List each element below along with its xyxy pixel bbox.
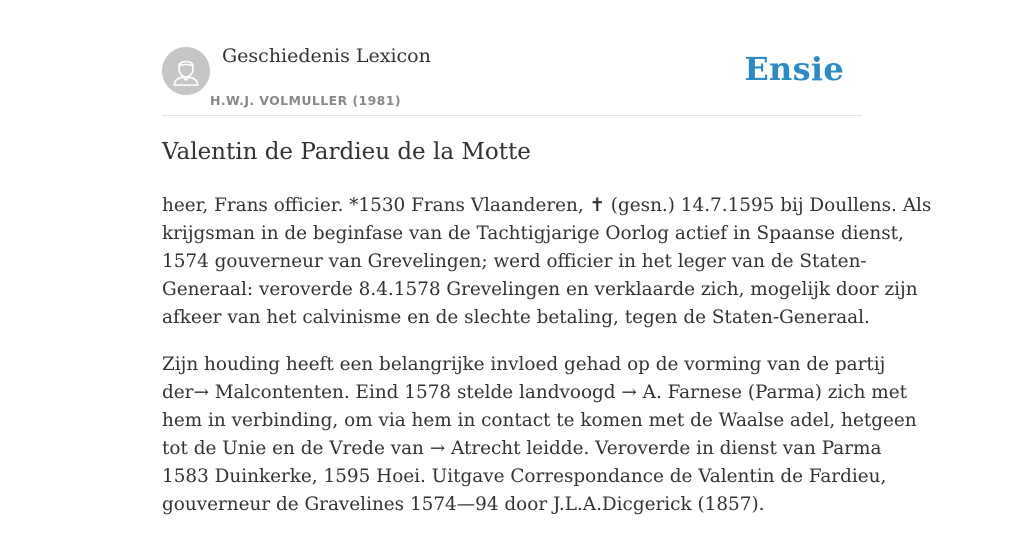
ensie-logo[interactable]: Ensie bbox=[744, 50, 844, 88]
text-line: hem in verbinding, om via hem in contact te komen met de Waalse adel, hetgeen bbox=[162, 410, 917, 431]
article-title: Valentin de Pardieu de la Motte bbox=[162, 139, 531, 165]
text-line: Zijn houding heeft een belangrijke invloed gehad op de vorming van de partij bbox=[162, 354, 886, 375]
text-line: 1583 Duinkerke, 1595 Hoei. Uitgave Correspondance de Valentin de Fardieu, bbox=[162, 466, 887, 487]
text-line: krijgsman in de beginfase van de Tachtigjarige Oorlog actief in Spaanse dienst, bbox=[162, 223, 904, 244]
text-line: tot de Unie en de Vrede van → Atrecht leidde. Veroverde in dienst van Parma bbox=[162, 438, 882, 459]
text-line: afkeer van het calvinisme en de slechte betaling, tegen de Staten-Generaal. bbox=[162, 307, 870, 328]
article-page bbox=[162, 0, 932, 515]
paragraph-1 bbox=[162, 192, 932, 332]
text-line: gouverneur de Gravelines 1574—94 door J.L.A.Dicgerick (1857). bbox=[162, 494, 765, 515]
article-body bbox=[162, 192, 932, 538]
source-title[interactable]: Geschiedenis Lexicon bbox=[222, 45, 431, 67]
text-line: 1574 gouverneur van Grevelingen; werd officier in het leger van de Staten- bbox=[162, 251, 867, 272]
paragraph-2 bbox=[162, 351, 917, 519]
text-line: Generaal: veroverde 8.4.1578 Grevelingen en verklaarde zich, mogelijk door zijn bbox=[162, 279, 918, 300]
source-header bbox=[162, 0, 862, 116]
author-credit[interactable]: H.W.J. VOLMULLER (1981) bbox=[210, 93, 401, 108]
text-line: der→ Malcontenten. Eind 1578 stelde landvoogd → A. Farnese (Parma) zich met bbox=[162, 382, 907, 403]
user-icon[interactable] bbox=[162, 47, 210, 95]
text-line: heer, Frans officier. *1530 Frans Vlaanderen, ✝ (gesn.) 14.7.1595 bij Doullens. Als bbox=[162, 195, 932, 216]
